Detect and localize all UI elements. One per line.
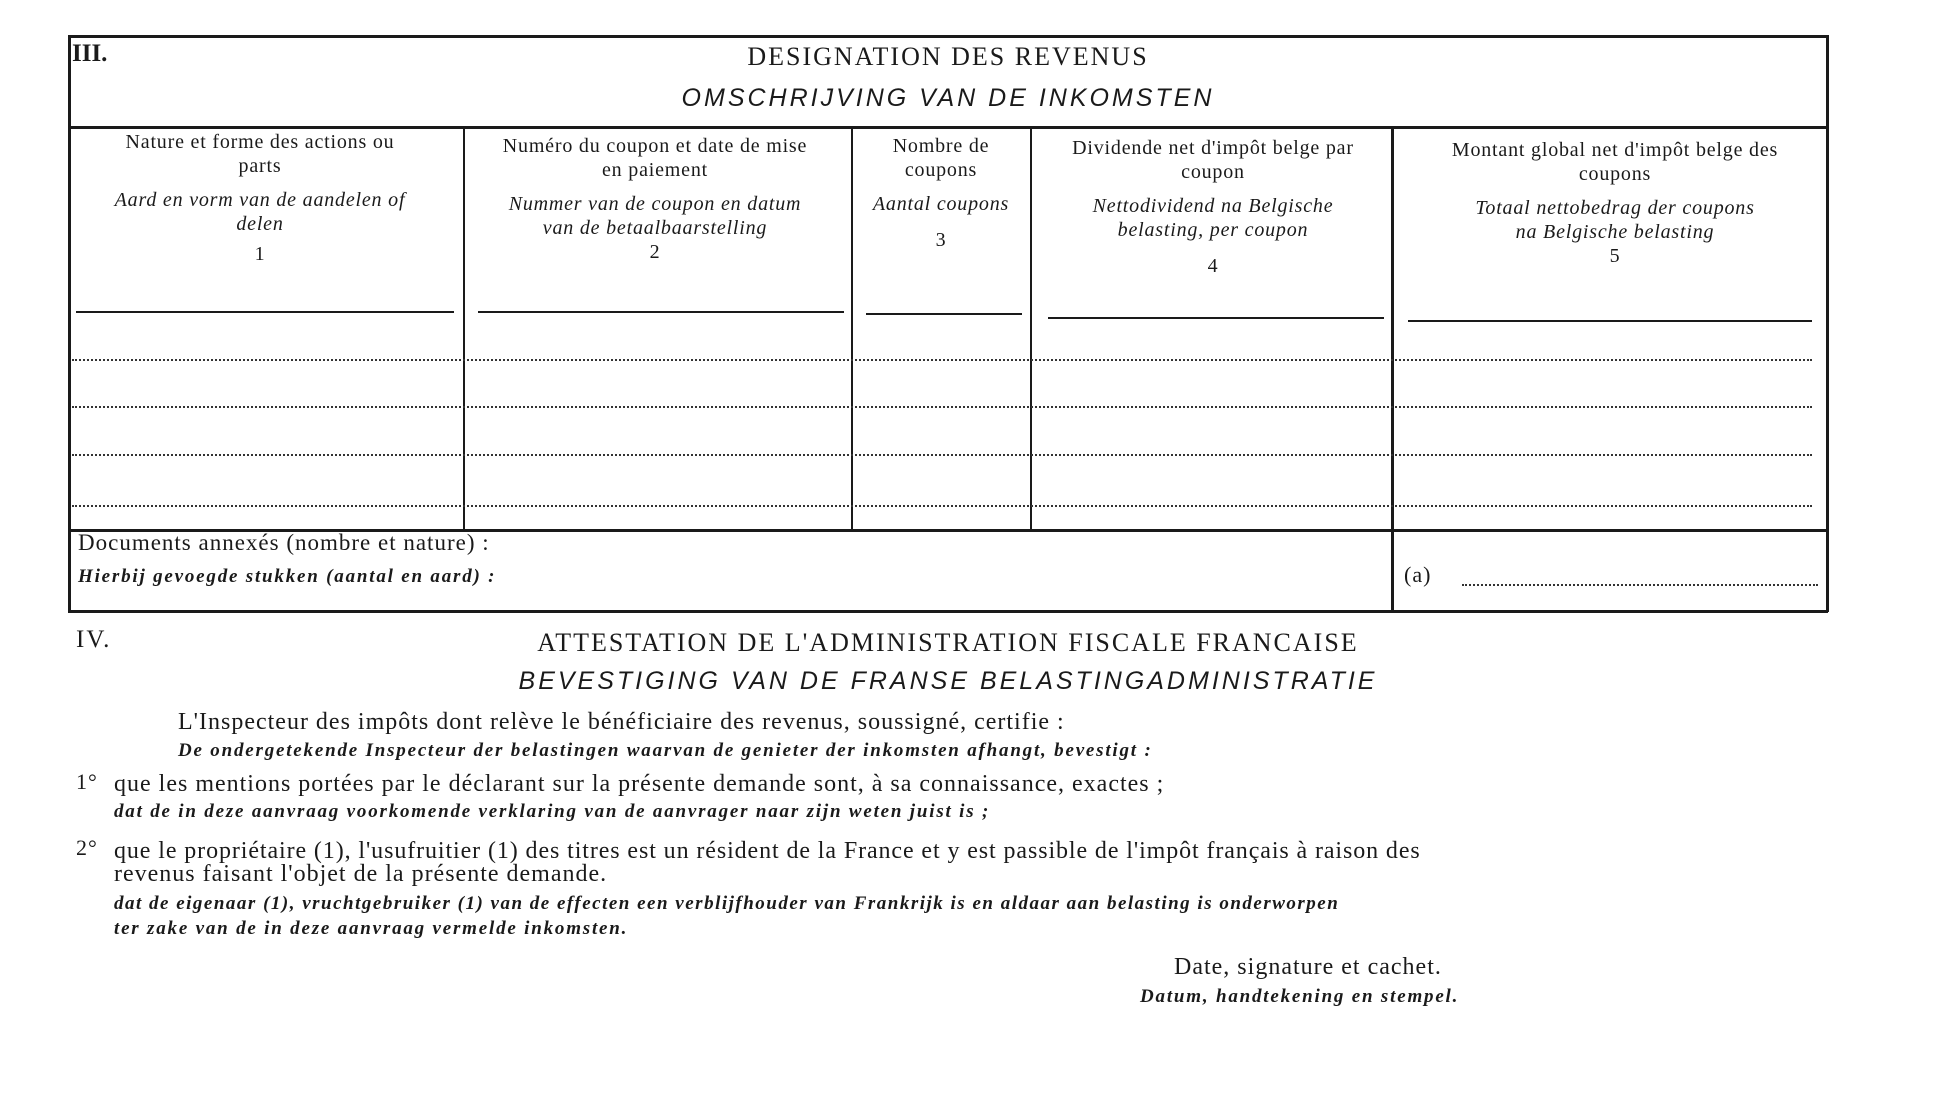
section-title-nl: OMSCHRIJVING VAN DE INKOMSTEN — [681, 84, 1215, 112]
column-header-3 — [866, 134, 1016, 252]
item-1-nl: dat de in deze aanvraag voorkomende verklaring van de aanvrager naar zijn weten juist is ; — [114, 801, 991, 822]
item-2-number: 2° — [76, 835, 98, 860]
column-header-nl: Aard en vorm van de aandelen of delen — [114, 189, 406, 235]
column-number: 4 — [1207, 255, 1219, 277]
item-2-fr-line-2: revenus faisant l'objet de la présente demande. — [114, 861, 608, 887]
column-header-nl: Nettodividend na Belgische belasting, per coupon — [1092, 195, 1334, 241]
column-header-1 — [110, 130, 410, 266]
frame-right — [1826, 35, 1829, 612]
section-number: III. — [72, 40, 108, 67]
column-header-fr: Dividende net d'impôt belge par coupon — [1072, 137, 1354, 183]
column-divider-1 — [463, 126, 465, 529]
section-number: IV. — [76, 626, 112, 653]
intro-nl: De ondergetekende Inspecteur der belastingen waarvan de genieter der inkomsten afhangt, bevestigt : — [178, 740, 1153, 761]
column-divider-2 — [851, 126, 853, 529]
column-header-4 — [1048, 136, 1378, 278]
column-header-nl: Aantal coupons — [872, 193, 1010, 215]
item-1-fr: que les mentions portées par le déclarant sur la présente demande sont, à sa connaissance, exactes ; — [114, 771, 1165, 797]
item-1-number: 1° — [76, 769, 98, 794]
frame-bottom — [68, 610, 1828, 613]
header-underline-5 — [1408, 320, 1812, 322]
total-label: (a) — [1404, 562, 1432, 587]
attestation-title-fr: ATTESTATION DE L'ADMINISTRATION FISCALE FRANCAISE — [537, 628, 1359, 657]
item-2-fr-line-1: que le propriétaire (1), l'usufruitier (1) des titres est un résident de la France et y est passible de l'impôt français à raison des — [114, 838, 1421, 864]
header-underline-2 — [478, 311, 844, 313]
column-header-nl: Totaal nettobedrag der coupons na Belgische belasting — [1475, 197, 1755, 243]
header-underline-3 — [866, 313, 1022, 315]
section-title-fr: DESIGNATION DES REVENUS — [747, 42, 1149, 71]
column-header-2 — [500, 134, 810, 264]
frame-left — [68, 35, 71, 612]
entry-row-line[interactable] — [72, 406, 1812, 408]
entry-row-line[interactable] — [72, 359, 1812, 361]
frame-header-divider — [68, 126, 1828, 129]
header-underline-1 — [76, 311, 454, 313]
column-number: 1 — [254, 243, 266, 265]
column-number: 5 — [1609, 245, 1621, 267]
column-number: 2 — [649, 241, 661, 263]
entry-row-line[interactable] — [72, 454, 1812, 456]
documents-label-fr: Documents annexés (nombre et nature) : — [78, 530, 490, 555]
attestation-title-nl: BEVESTIGING VAN DE FRANSE BELASTINGADMINISTRATIE — [518, 667, 1378, 695]
column-header-fr: Numéro du coupon et date de mise en paiement — [502, 135, 808, 181]
column-divider-3 — [1030, 126, 1032, 529]
column-header-fr: Montant global net d'impôt belge des coupons — [1451, 139, 1779, 185]
column-header-5 — [1420, 138, 1810, 268]
item-2-nl-line-2: ter zake van de in deze aanvraag vermelde inkomsten. — [114, 918, 629, 939]
column-header-nl: Nummer van de coupon en datum van de betaalbaarstelling — [508, 193, 802, 239]
signature-label-nl: Datum, handtekening en stempel. — [1140, 986, 1460, 1007]
frame-top — [68, 35, 1828, 38]
intro-fr: L'Inspecteur des impôts dont relève le bénéficiaire des revenus, soussigné, certifie : — [178, 709, 1065, 735]
column-header-fr: Nature et forme des actions ou parts — [125, 131, 395, 177]
documents-label-nl: Hierbij gevoegde stukken (aantal en aard) : — [78, 566, 497, 587]
column-divider-4 — [1391, 126, 1394, 612]
header-underline-4 — [1048, 317, 1384, 319]
signature-label-fr: Date, signature et cachet. — [1174, 954, 1442, 980]
column-number: 3 — [935, 229, 947, 251]
entry-row-line[interactable] — [72, 505, 1812, 507]
column-header-fr: Nombre de coupons — [892, 135, 990, 181]
total-amount-field[interactable] — [1462, 584, 1818, 586]
item-2-nl-line-1: dat de eigenaar (1), vruchtgebruiker (1) van de effecten een verblijfhouder van Frankrijk is en aldaar aan belasting is onderworpen — [114, 893, 1340, 914]
